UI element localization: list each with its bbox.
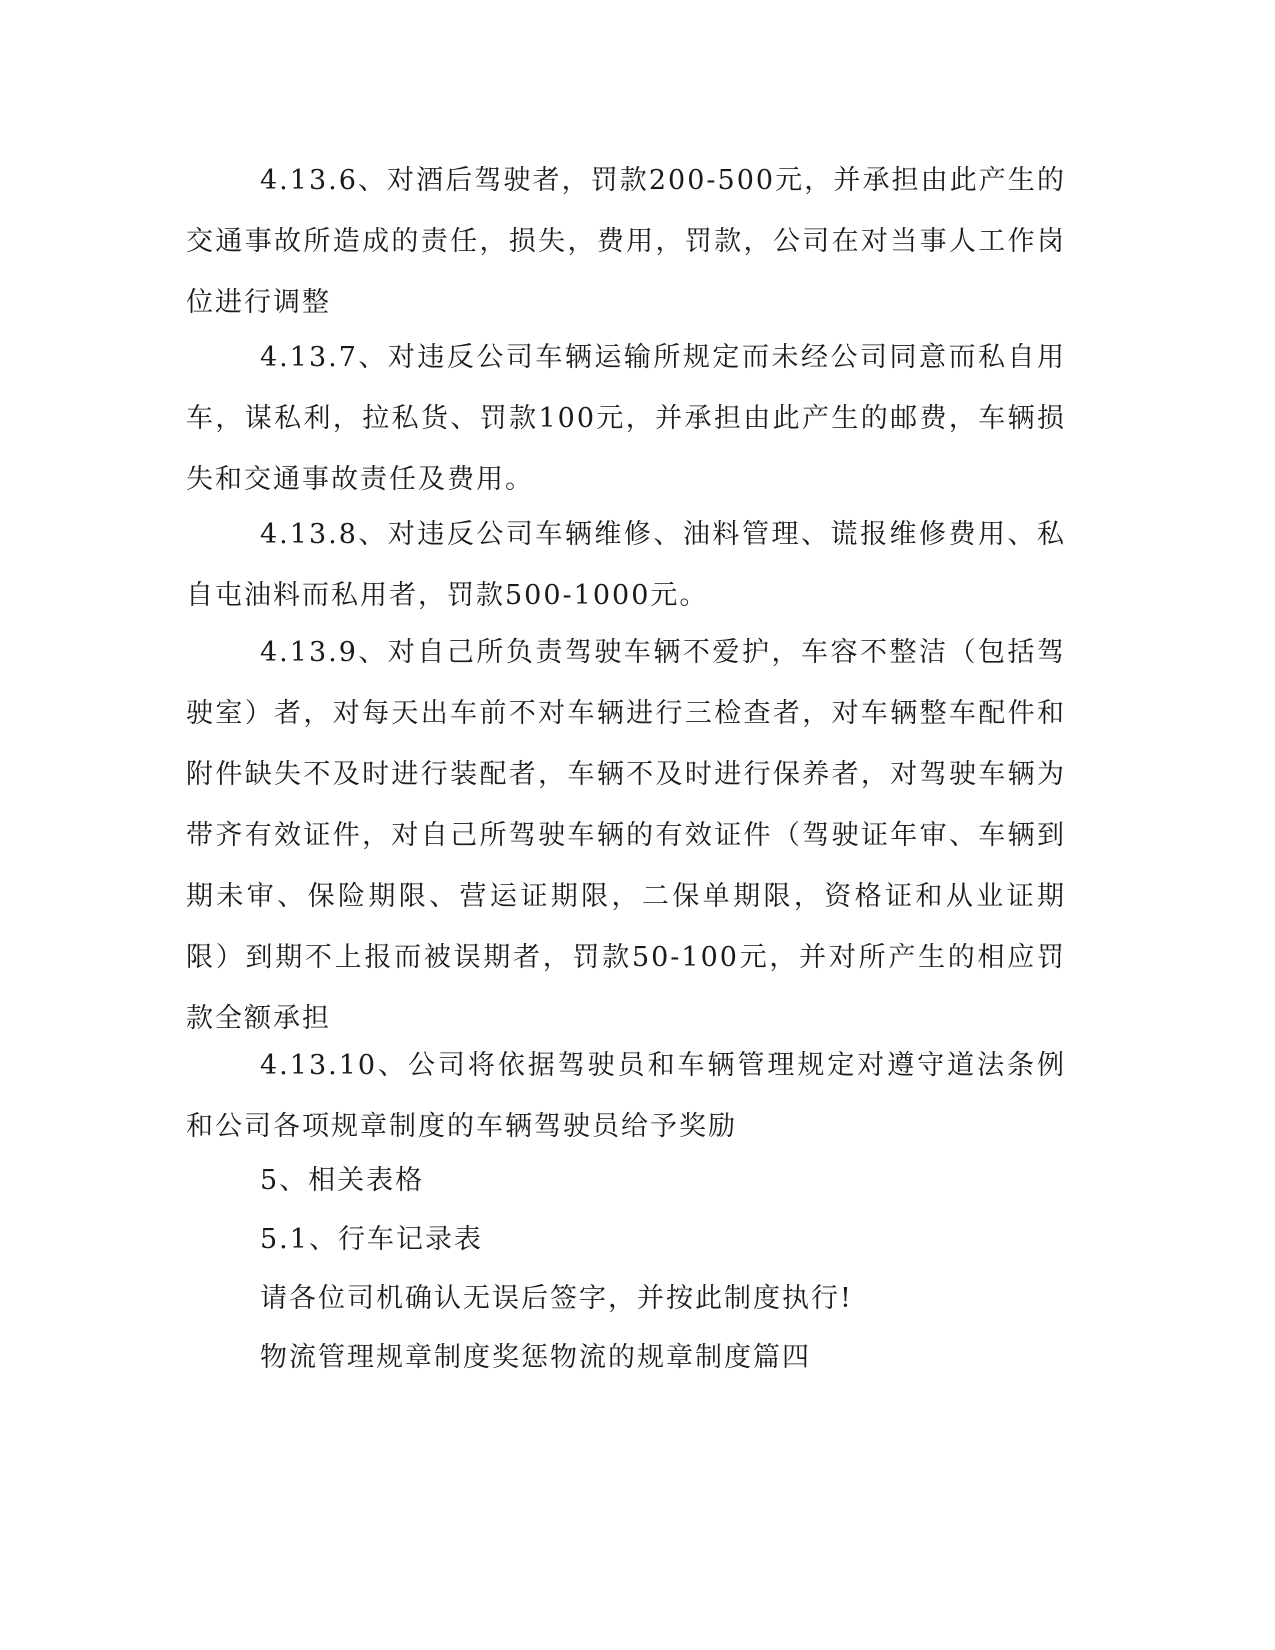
paragraph-4-13-8: 4.13.8、对违反公司车辆维修、油料管理、谎报维修费用、私自屯油料而私用者，罚款500-1000元。 <box>186 519 1066 611</box>
signature-instruction: 请各位司机确认无误后签字，并按此制度执行! <box>260 1283 853 1314</box>
paragraph-4-13-10: 4.13.10、公司将依据驾驶员和车辆管理规定对遵守道法条例和公司各项规章制度的车辆驾驶员给予奖励 <box>186 1050 1066 1142</box>
section-heading-related-forms: 5、相关表格 <box>260 1165 425 1196</box>
paragraph-4-13-6: 4.13.6、对酒后驾驶者，罚款200-500元，并承担由此产生的交通事故所造成的责任，损失，费用，罚款，公司在对当事人工作岗位进行调整 <box>186 165 1066 318</box>
subsection-driving-record-form: 5.1、行车记录表 <box>260 1224 483 1255</box>
paragraph-4-13-9: 4.13.9、对自己所负责驾驶车辆不爱护，车容不整洁（包括驾驶室）者，对每天出车前不对车辆进行三检查者，对车辆整车配件和附件缺失不及时进行装配者，车辆不及时进行保养者，对驾驶车辆为带齐有效证件，对自己所驾驶车辆的有效证件（驾驶证年审、车辆到期未审、保险期限、营运证期限，二保单期限，资格证和从业证期限）到期不上报而被误期者，罚款50-100元，并对所产生的相应罚款全额承担 <box>186 637 1066 1034</box>
paragraph-4-13-7: 4.13.7、对违反公司车辆运输所规定而未经公司同意而私自用车，谋私利，拉私货、罚款100元，并承担由此产生的邮费，车辆损失和交通事故责任及费用。 <box>186 342 1066 495</box>
next-chapter-title: 物流管理规章制度奖惩物流的规章制度篇四 <box>260 1342 811 1373</box>
